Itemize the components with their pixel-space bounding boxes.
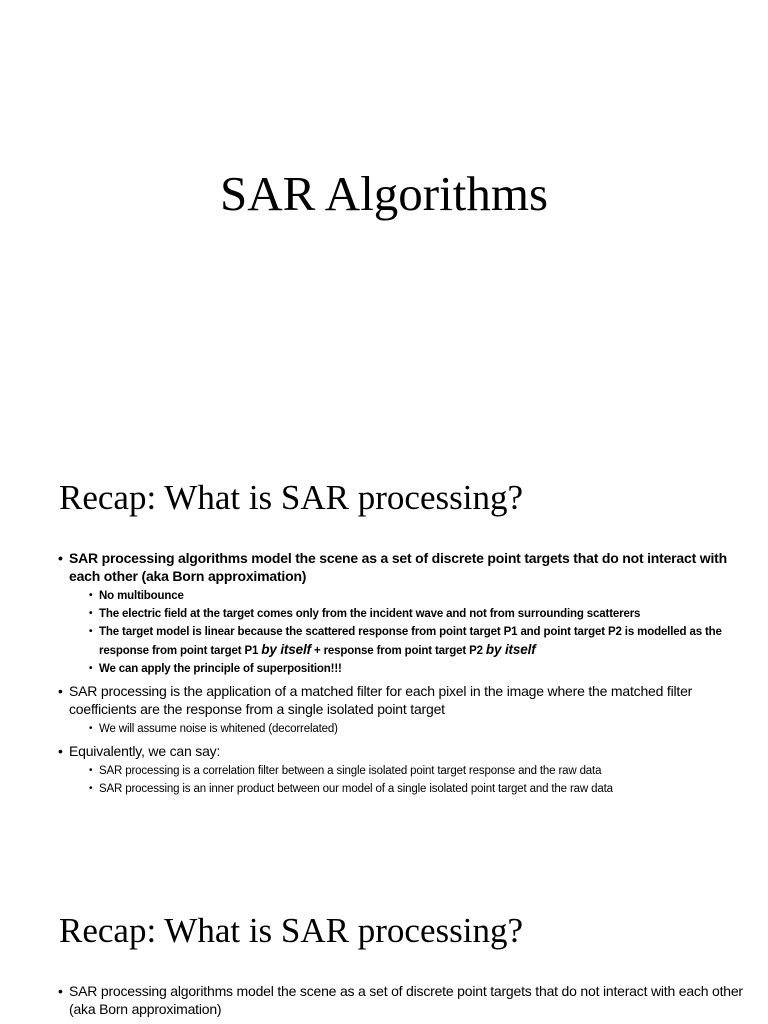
sub-bullet: • No multibounce — [89, 587, 748, 605]
bullet-text: SAR processing algorithms model the scene as a set of discrete point targets that do not interact with each other (aka Born approximation) — [69, 550, 727, 584]
sub-bullet-list — [69, 587, 748, 678]
slide-heading: Recap: What is SAR processing? — [59, 911, 523, 950]
sub-bullet-text: + response from point target P2 — [310, 645, 486, 657]
sub-bullet-list — [69, 720, 748, 738]
emphasis-text: by itself — [485, 642, 536, 657]
bullet-text: SAR processing algorithms model the scene as a set of discrete point targets that do not interact with each other (aka Born approximation) — [69, 983, 743, 1017]
recap-slide — [0, 432, 768, 864]
bullet-equivalently — [58, 742, 748, 798]
sub-bullet: • The electric field at the target comes only from the incident wave and not from surrounding scatterers — [89, 605, 748, 623]
emphasis-text: by itself — [261, 642, 311, 657]
sub-bullet: • We can apply the principle of superposition!!! — [89, 660, 748, 678]
bullet-list — [58, 982, 748, 1018]
bullet-born-approximation — [58, 982, 748, 1018]
recap-slide-continued — [0, 864, 768, 1024]
sub-bullet: • SAR processing is an inner product between our model of a single isolated point target and the raw data — [89, 780, 748, 798]
slide-heading: Recap: What is SAR processing? — [59, 478, 523, 517]
sub-bullet-text: The target model is linear because the scattered response from point target P1 and point target P2 is modelled as the response from point target P1 — [99, 626, 722, 657]
bullet-text: SAR processing is the application of a matched filter for each pixel in the image where the matched filter coefficients are the response from a single isolated point target — [69, 683, 693, 717]
bullet-born-approximation — [58, 549, 748, 678]
sub-bullet: • SAR processing is a correlation filter between a single isolated point target response and the raw data — [89, 762, 748, 780]
bullet-matched-filter — [58, 682, 748, 738]
sub-bullet-list — [69, 762, 748, 798]
bullet-text: Equivalently, we can say: — [69, 743, 221, 759]
sub-bullet: • We will assume noise is whitened (decorrelated) — [89, 720, 748, 738]
presentation-title: SAR Algorithms — [219, 166, 549, 221]
sub-bullet-linear-model — [89, 623, 748, 660]
title-slide — [0, 0, 768, 432]
bullet-list — [58, 549, 748, 798]
